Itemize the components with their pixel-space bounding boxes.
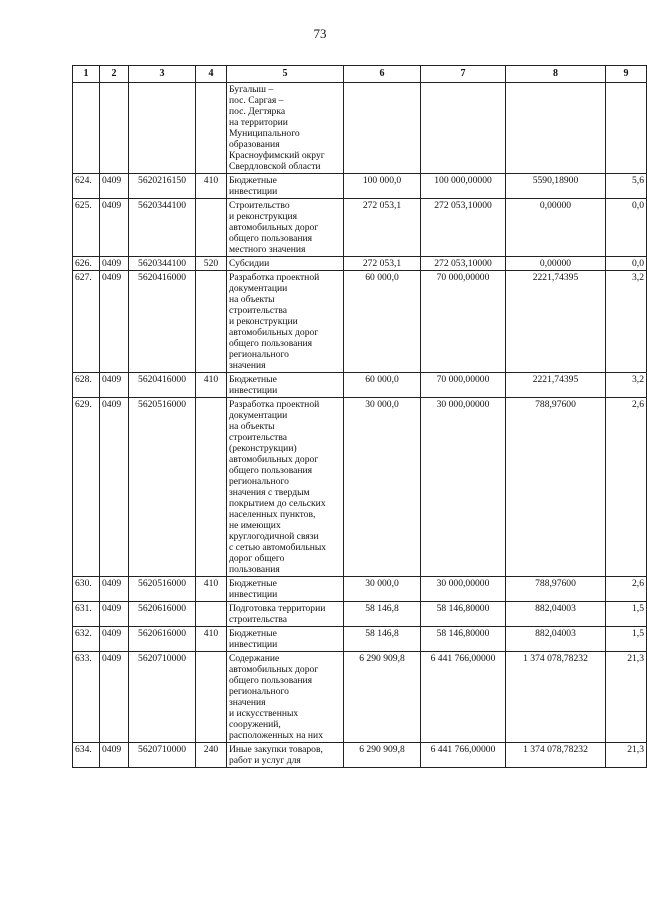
expense-type-code: [196, 602, 227, 627]
section-code: 0409: [100, 398, 129, 577]
executed-amount: [506, 83, 606, 174]
section-code: 0409: [100, 373, 129, 398]
table-row: [73, 373, 647, 398]
header-col-2: 2: [100, 66, 129, 83]
row-number: 630.: [73, 577, 100, 602]
expense-type-code: 410: [196, 373, 227, 398]
target-article-code: 5620344100: [129, 257, 196, 271]
revised-amount: 70 000,00000: [421, 373, 506, 398]
approved-amount: 30 000,0: [344, 577, 421, 602]
expense-type-code: 410: [196, 627, 227, 652]
approved-amount: 100 000,0: [344, 174, 421, 199]
target-article-code: [129, 83, 196, 174]
section-code: [100, 83, 129, 174]
revised-amount: 272 053,10000: [421, 199, 506, 257]
expense-type-code: [196, 652, 227, 743]
section-code: 0409: [100, 174, 129, 199]
approved-amount: 60 000,0: [344, 373, 421, 398]
executed-amount: 0,00000: [506, 257, 606, 271]
header-col-3: 3: [129, 66, 196, 83]
item-name: Бугалыш – пос. Саргая – пос. Дегтярка на территории Муниципального образования Красноуфимский округ Свердловской области: [227, 83, 344, 174]
approved-amount: 60 000,0: [344, 271, 421, 373]
table-header: [73, 66, 647, 83]
row-number: 631.: [73, 602, 100, 627]
section-code: 0409: [100, 199, 129, 257]
execution-percent: 1,5: [606, 602, 647, 627]
table-row: [73, 602, 647, 627]
section-code: 0409: [100, 602, 129, 627]
row-number: 627.: [73, 271, 100, 373]
approved-amount: 58 146,8: [344, 627, 421, 652]
executed-amount: 882,04003: [506, 602, 606, 627]
execution-percent: 21,3: [606, 743, 647, 768]
section-code: 0409: [100, 652, 129, 743]
item-name: Бюджетные инвестиции: [227, 577, 344, 602]
target-article-code: 5620416000: [129, 271, 196, 373]
target-article-code: 5620710000: [129, 652, 196, 743]
target-article-code: 5620616000: [129, 602, 196, 627]
target-article-code: 5620616000: [129, 627, 196, 652]
row-number: 626.: [73, 257, 100, 271]
header-row: [73, 66, 647, 83]
execution-percent: 2,6: [606, 398, 647, 577]
executed-amount: 788,97600: [506, 398, 606, 577]
table-row: [73, 652, 647, 743]
header-col-5: 5: [227, 66, 344, 83]
expense-type-code: [196, 271, 227, 373]
item-name: Субсидии: [227, 257, 344, 271]
target-article-code: 5620516000: [129, 577, 196, 602]
table-row: [73, 743, 647, 768]
execution-percent: 3,2: [606, 373, 647, 398]
page-number: 73: [313, 26, 327, 41]
revised-amount: [421, 83, 506, 174]
row-number: 625.: [73, 199, 100, 257]
row-number: 628.: [73, 373, 100, 398]
expense-type-code: [196, 83, 227, 174]
table-row: [73, 174, 647, 199]
executed-amount: 0,00000: [506, 199, 606, 257]
approved-amount: 272 053,1: [344, 257, 421, 271]
execution-percent: 1,5: [606, 627, 647, 652]
table-row: [73, 271, 647, 373]
section-code: 0409: [100, 271, 129, 373]
expense-type-code: 520: [196, 257, 227, 271]
expense-type-code: 410: [196, 577, 227, 602]
row-number: 633.: [73, 652, 100, 743]
executed-amount: 1 374 078,78232: [506, 652, 606, 743]
target-article-code: 5620216150: [129, 174, 196, 199]
item-name: Разработка проектной документации на объекты строительства и реконструкции автомобильных дорог общего пользования регионального значения: [227, 271, 344, 373]
table-row: [73, 83, 647, 174]
expense-type-code: 410: [196, 174, 227, 199]
header-col-9: 9: [606, 66, 647, 83]
execution-percent: 0,0: [606, 199, 647, 257]
row-number: 624.: [73, 174, 100, 199]
table-row: [73, 257, 647, 271]
approved-amount: 272 053,1: [344, 199, 421, 257]
section-code: 0409: [100, 743, 129, 768]
item-name: Содержание автомобильных дорог общего пользования регионального значения и искусственных сооружений, расположенных на них: [227, 652, 344, 743]
section-code: 0409: [100, 627, 129, 652]
table-row: [73, 398, 647, 577]
table-row: [73, 199, 647, 257]
executed-amount: 788,97600: [506, 577, 606, 602]
executed-amount: 2221,74395: [506, 373, 606, 398]
executed-amount: 2221,74395: [506, 271, 606, 373]
item-name: Подготовка территории строительства: [227, 602, 344, 627]
revised-amount: 58 146,80000: [421, 627, 506, 652]
row-number: 634.: [73, 743, 100, 768]
revised-amount: 6 441 766,00000: [421, 652, 506, 743]
item-name: Строительство и реконструкция автомобильных дорог общего пользования местного значения: [227, 199, 344, 257]
header-col-6: 6: [344, 66, 421, 83]
budget-table: [72, 65, 647, 768]
item-name: Бюджетные инвестиции: [227, 373, 344, 398]
revised-amount: 6 441 766,00000: [421, 743, 506, 768]
approved-amount: 6 290 909,8: [344, 652, 421, 743]
execution-percent: 2,6: [606, 577, 647, 602]
target-article-code: 5620416000: [129, 373, 196, 398]
header-col-8: 8: [506, 66, 606, 83]
section-code: 0409: [100, 577, 129, 602]
revised-amount: 30 000,00000: [421, 398, 506, 577]
item-name: Бюджетные инвестиции: [227, 627, 344, 652]
revised-amount: 272 053,10000: [421, 257, 506, 271]
executed-amount: 882,04003: [506, 627, 606, 652]
approved-amount: 58 146,8: [344, 602, 421, 627]
revised-amount: 70 000,00000: [421, 271, 506, 373]
table-row: [73, 627, 647, 652]
execution-percent: 3,2: [606, 271, 647, 373]
section-code: 0409: [100, 257, 129, 271]
item-name: Иные закупки товаров, работ и услуг для: [227, 743, 344, 768]
execution-percent: 21,3: [606, 652, 647, 743]
execution-percent: 5,6: [606, 174, 647, 199]
row-number: [73, 83, 100, 174]
execution-percent: [606, 83, 647, 174]
target-article-code: 5620516000: [129, 398, 196, 577]
approved-amount: 6 290 909,8: [344, 743, 421, 768]
target-article-code: 5620344100: [129, 199, 196, 257]
revised-amount: 100 000,00000: [421, 174, 506, 199]
expense-type-code: [196, 398, 227, 577]
execution-percent: 0,0: [606, 257, 647, 271]
row-number: 629.: [73, 398, 100, 577]
expense-type-code: [196, 199, 227, 257]
item-name: Бюджетные инвестиции: [227, 174, 344, 199]
header-col-7: 7: [421, 66, 506, 83]
revised-amount: 58 146,80000: [421, 602, 506, 627]
header-col-1: 1: [73, 66, 100, 83]
target-article-code: 5620710000: [129, 743, 196, 768]
item-name: Разработка проектной документации на объекты строительства (реконструкции) автомобильных дорог общего пользования регионального значения с твердым покрытием до сельских населенных пунктов, не имеющих круглогодичной связи с сетью автомобильных дорог общего пользования: [227, 398, 344, 577]
expense-type-code: 240: [196, 743, 227, 768]
table-body: [73, 83, 647, 768]
approved-amount: 30 000,0: [344, 398, 421, 577]
revised-amount: 30 000,00000: [421, 577, 506, 602]
approved-amount: [344, 83, 421, 174]
header-col-4: 4: [196, 66, 227, 83]
executed-amount: 1 374 078,78232: [506, 743, 606, 768]
row-number: 632.: [73, 627, 100, 652]
executed-amount: 5590,18900: [506, 174, 606, 199]
table-row: [73, 577, 647, 602]
